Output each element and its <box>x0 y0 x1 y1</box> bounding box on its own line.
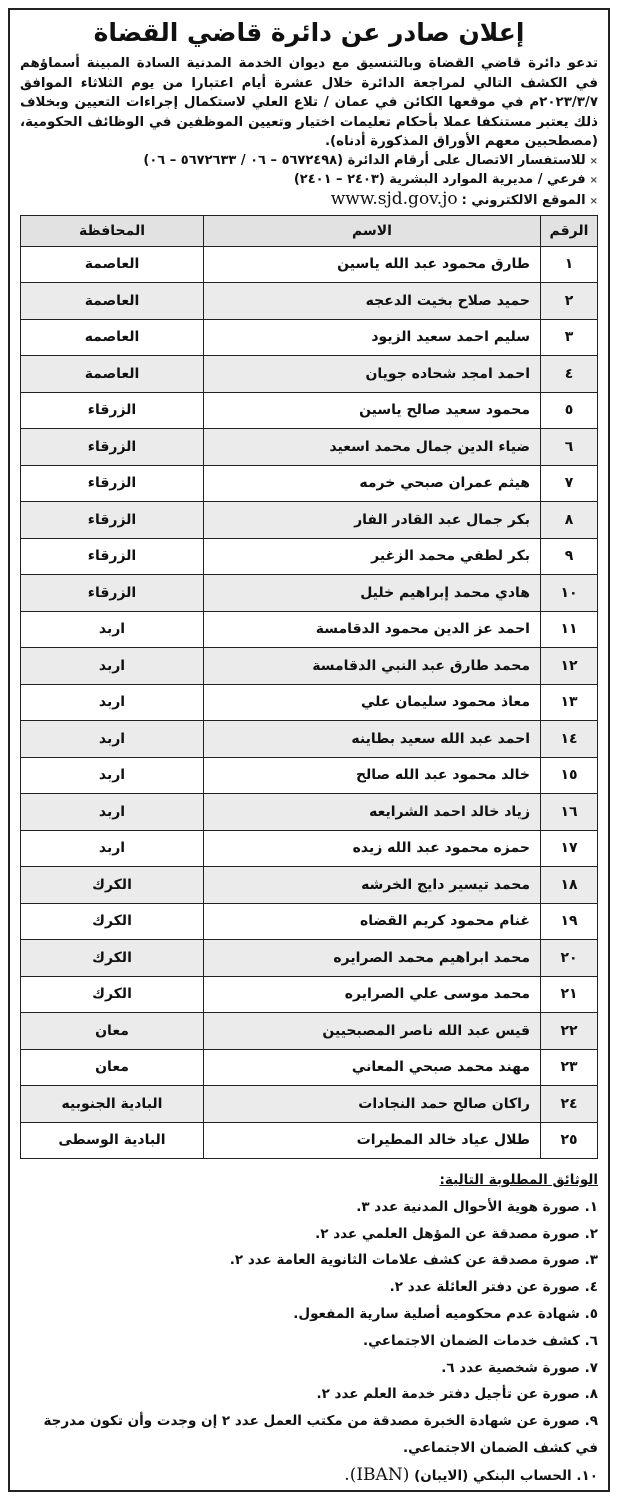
row-name: هيثم عمران صبحي خرمه <box>204 465 541 502</box>
contact-text: فرعي / مديرية الموارد البشرية (٢٤٠٣ – ٢٤٠١) <box>293 171 586 187</box>
table-row <box>21 903 598 940</box>
row-governorate: اربد <box>21 830 204 867</box>
table-row <box>21 283 598 320</box>
row-number: ٢٤ <box>541 1086 598 1123</box>
row-governorate: اربد <box>21 611 204 648</box>
row-name: هادي محمد إبراهيم خليل <box>204 575 541 612</box>
row-name: بكر لطفي محمد الزغير <box>204 538 541 575</box>
website-line <box>20 190 598 211</box>
row-governorate: الزرقاء <box>21 502 204 539</box>
document-item: ٩. صورة عن شهادة الخبرة مصدقة من مكتب العمل عدد ٢ إن وجدت وأن تكون مدرجة في كشف الضمان الاجتماعي. <box>43 1413 598 1456</box>
documents-heading: الوثائق المطلوبة التالية: <box>439 1172 598 1188</box>
row-number: ٨ <box>541 502 598 539</box>
table-row <box>21 830 598 867</box>
required-documents <box>20 1167 598 1490</box>
row-name: حميد صلاح بخيت الدعجه <box>204 283 541 320</box>
row-governorate: معان <box>21 1013 204 1050</box>
document-text: ١٠. الحساب البنكي (الايبان) <box>414 1467 598 1484</box>
website-link[interactable]: www.sjd.gov.jo <box>330 188 458 209</box>
row-name: راكان صالح حمد النجادات <box>204 1086 541 1123</box>
table-row <box>21 246 598 283</box>
row-governorate: الكرك <box>21 867 204 904</box>
table-row <box>21 1049 598 1086</box>
table-row <box>21 976 598 1013</box>
row-number: ٢٣ <box>541 1049 598 1086</box>
intro-paragraph: تدعو دائرة قاضي القضاة وبالتنسيق مع ديوان الخدمة المدنية السادة المبينة أسماؤهم في الكشف التالي لمراجعة الدائرة خلال عشرة أيام اعتبارا من يوم الثلاثاء الموافق ٢٠٢٣/٣/٧م في موقعها الكائن في عمان / تلاع العلي لاستكمال إجراءات التعيين وبخلاف ذلك يعتبر مستنكفا عملا بأحكام تعليمات اختيار وتعيين الموظفين في الوظائف الحكومية، (مصطحبين معهم الأوراق المذكورة أدناه). <box>20 56 598 149</box>
row-name: قيس عبد الله ناصر المصبحيين <box>204 1013 541 1050</box>
table-row <box>21 684 598 721</box>
table-row <box>21 721 598 758</box>
row-governorate: العاصمة <box>21 283 204 320</box>
row-governorate: العاصمة <box>21 356 204 393</box>
row-governorate: الزرقاء <box>21 465 204 502</box>
row-governorate: اربد <box>21 721 204 758</box>
row-name: احمد عز الدين محمود الدقامسة <box>204 611 541 648</box>
header-governorate: المحافظة <box>21 215 204 246</box>
row-number: ٢٠ <box>541 940 598 977</box>
row-name: ضياء الدين جمال محمد اسعيد <box>204 429 541 466</box>
announcement-title: إعلان صادر عن دائرة قاضي القضاة <box>93 18 525 47</box>
iban-text: (IBAN). <box>344 1464 410 1485</box>
row-name: خالد محمود عبد الله صالح <box>204 757 541 794</box>
table-row <box>21 465 598 502</box>
table-row <box>21 1013 598 1050</box>
row-number: ٢٥ <box>541 1122 598 1159</box>
table-row <box>21 575 598 612</box>
row-number: ١٣ <box>541 684 598 721</box>
row-name: معاذ محمود سليمان علي <box>204 684 541 721</box>
bullet-icon: × <box>589 195 598 207</box>
row-number: ١ <box>541 246 598 283</box>
row-number: ١٦ <box>541 794 598 831</box>
document-item: ٦. كشف خدمات الضمان الاجتماعي. <box>362 1332 598 1349</box>
row-name: زياد خالد احمد الشرايعه <box>204 794 541 831</box>
row-number: ٩ <box>541 538 598 575</box>
row-governorate: البادية الوسطى <box>21 1122 204 1159</box>
table-row <box>21 757 598 794</box>
row-name: محمد ابراهيم محمد الصرايره <box>204 940 541 977</box>
row-name: سليم احمد سعيد الزيود <box>204 319 541 356</box>
row-number: ٣ <box>541 319 598 356</box>
document-item: ٥. شهادة عدم محكوميه أصلية سارية المفعول. <box>293 1305 598 1322</box>
row-governorate: اربد <box>21 794 204 831</box>
row-name: احمد امجد شحاده جويان <box>204 356 541 393</box>
table-row <box>21 538 598 575</box>
row-governorate: الكرك <box>21 940 204 977</box>
row-governorate: الزرقاء <box>21 429 204 466</box>
row-number: ١٤ <box>541 721 598 758</box>
table-row <box>21 1122 598 1159</box>
row-number: ١٩ <box>541 903 598 940</box>
header-name: الاسم <box>204 215 541 246</box>
row-number: ٤ <box>541 356 598 393</box>
row-name: محمد موسى علي الصرايره <box>204 976 541 1013</box>
row-governorate: العاصمه <box>21 319 204 356</box>
row-name: محمود سعيد صالح ياسين <box>204 392 541 429</box>
row-name: احمد عبد الله سعيد بطاينه <box>204 721 541 758</box>
document-item <box>20 1462 598 1490</box>
row-number: ١٨ <box>541 867 598 904</box>
header-number: الرقم <box>541 215 598 246</box>
row-number: ٦ <box>541 429 598 466</box>
row-governorate: معان <box>21 1049 204 1086</box>
table-row <box>21 1086 598 1123</box>
contact-text: للاستفسار الاتصال على أرقام الدائرة (٥٦٧٢٤٩٨ – ٠٦ / ٥٦٧٢٦٣٣ – ٠٦) <box>143 152 586 168</box>
row-number: ١٥ <box>541 757 598 794</box>
row-name: حمزه محمود عبد الله زيده <box>204 830 541 867</box>
table-row <box>21 611 598 648</box>
document-item: ٨. صورة عن تأجيل دفتر خدمة العلم عدد ٢. <box>316 1386 598 1403</box>
row-number: ٢١ <box>541 976 598 1013</box>
row-number: ٧ <box>541 465 598 502</box>
row-name: محمد تيسير دايج الخرشه <box>204 867 541 904</box>
table-row <box>21 429 598 466</box>
row-name: مهند محمد صبحي المعاني <box>204 1049 541 1086</box>
announcement <box>8 8 610 1492</box>
row-governorate: الزرقاء <box>21 575 204 612</box>
document-item: ٢. صورة مصدقة عن المؤهل العلمي عدد ٢. <box>315 1225 598 1242</box>
row-number: ١٠ <box>541 575 598 612</box>
row-governorate: الكرك <box>21 976 204 1013</box>
table-row <box>21 940 598 977</box>
candidates-table <box>20 215 598 1160</box>
row-name: بكر جمال عبد القادر الفار <box>204 502 541 539</box>
row-number: ١١ <box>541 611 598 648</box>
row-governorate: البادية الجنوبيه <box>21 1086 204 1123</box>
row-number: ٥ <box>541 392 598 429</box>
row-governorate: الكرك <box>21 903 204 940</box>
row-number: ٢ <box>541 283 598 320</box>
row-governorate: اربد <box>21 684 204 721</box>
table-row <box>21 867 598 904</box>
contact-phone <box>20 152 598 171</box>
table-row <box>21 502 598 539</box>
row-number: ١٢ <box>541 648 598 685</box>
row-governorate: الزرقاء <box>21 538 204 575</box>
row-number: ٢٢ <box>541 1013 598 1050</box>
row-name: طارق محمود عبد الله ياسين <box>204 246 541 283</box>
row-number: ١٧ <box>541 830 598 867</box>
bullet-icon: × <box>589 155 598 167</box>
table-row <box>21 794 598 831</box>
document-item: ١. صورة هوية الأحوال المدنية عدد ٣. <box>356 1198 598 1215</box>
table-row <box>21 319 598 356</box>
row-governorate: اربد <box>21 757 204 794</box>
website-label: الموقع الالكتروني : <box>461 192 586 208</box>
document-item: ٣. صورة مصدقة عن كشف علامات الثانوية العامة عدد ٢. <box>229 1252 598 1269</box>
row-governorate: الزرقاء <box>21 392 204 429</box>
row-name: غنام محمود كريم القضاه <box>204 903 541 940</box>
table-row <box>21 356 598 393</box>
table-row <box>21 392 598 429</box>
contact-extension <box>20 171 598 190</box>
document-item: ٧. صورة شخصية عدد ٦. <box>441 1359 598 1376</box>
row-governorate: العاصمة <box>21 246 204 283</box>
document-item: ٤. صورة عن دفتر العائلة عدد ٢. <box>389 1279 598 1296</box>
row-name: طلال عياد خالد المطيرات <box>204 1122 541 1159</box>
row-name: محمد طارق عبد النبي الدقامسة <box>204 648 541 685</box>
row-governorate: اربد <box>21 648 204 685</box>
bullet-icon: × <box>589 174 598 186</box>
table-row <box>21 648 598 685</box>
